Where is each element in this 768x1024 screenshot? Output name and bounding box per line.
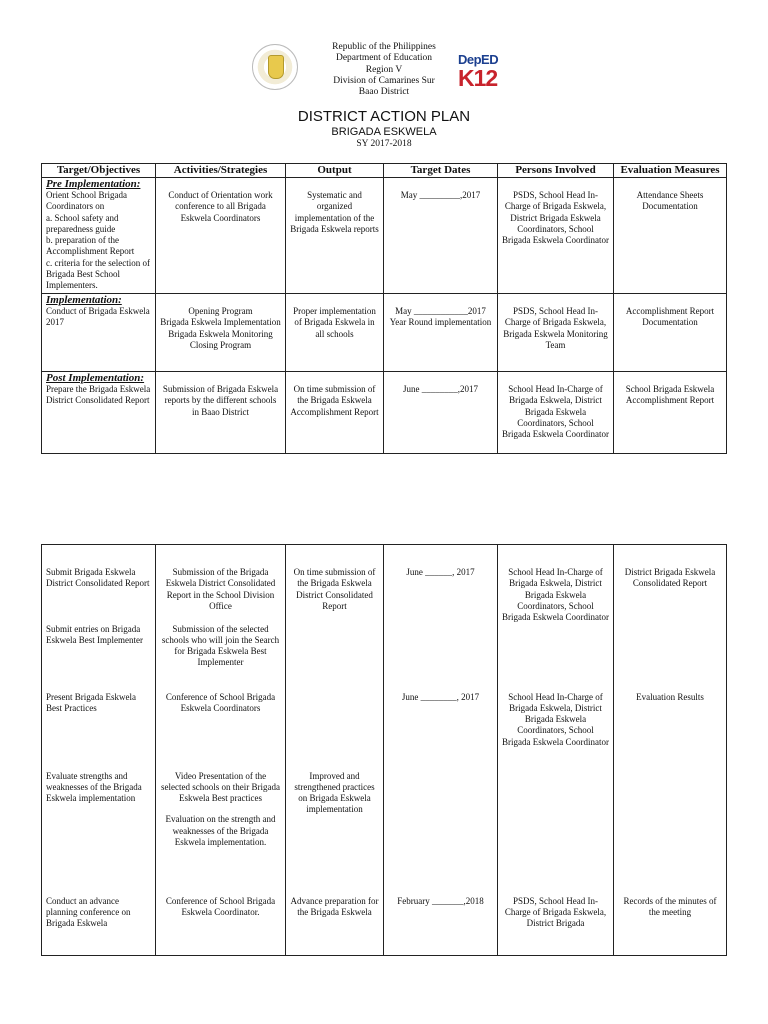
dates-cell: June ________,2017 — [384, 372, 498, 454]
activities-cell: Submission of the selected schools who will join the Search for Brigada Eskwela Best Implementer — [156, 624, 286, 692]
output-cell: Advance preparation for the Brigada Eskwela — [286, 896, 384, 956]
output-cell — [286, 692, 384, 771]
column-header: Target/Objectives — [42, 164, 156, 178]
output-cell: Improved and strengthened practices on Brigada Eskwela implementation — [286, 771, 384, 896]
column-header: Evaluation Measures — [614, 164, 727, 178]
target-text: Orient School Brigada Coordinators on a. School safety and preparedness guide b. preparation of the Accomplishment Report c. criteria for the selection of Brigada Best School Implementers. — [46, 190, 150, 291]
table-row — [42, 372, 727, 454]
output-cell — [286, 624, 384, 692]
activities-cell: Conference of School Brigada Eskwela Coordinators — [156, 692, 286, 771]
letterhead-line: Department of Education — [335, 53, 433, 64]
table-row — [42, 294, 727, 372]
table-row — [42, 896, 727, 956]
persons-cell: PSDS, School Head In-Charge of Brigada Eskwela, Brigada Eskwela Monitoring Team — [498, 294, 614, 372]
persons-cell: School Head In-Charge of Brigada Eskwela, District Brigada Eskwela Coordinators, School Brigada Eskwela Coordinator — [498, 545, 614, 624]
activities-cell: Conference of School Brigada Eskwela Coordinator. — [156, 896, 286, 956]
dates-cell: May ____________2017 Year Round implementation — [384, 294, 498, 372]
persons-cell: PSDS, School Head In-Charge of Brigada Eskwela, District Brigada Eskwela Coordinators, School Brigada Eskwela Coordinator — [498, 178, 614, 294]
persons-cell: School Head In-Charge of Brigada Eskwela, District Brigada Eskwela Coordinators, School Brigada Eskwela Coordinator — [498, 692, 614, 771]
evaluation-cell — [614, 771, 727, 896]
target-cell — [42, 372, 156, 454]
table-row — [42, 545, 727, 624]
table-header-row — [42, 164, 727, 178]
activities-cell: Submission of the Brigada Eskwela District Consolidated Report in the School Division Office — [156, 545, 286, 624]
column-header: Persons Involved — [498, 164, 614, 178]
persons-cell — [498, 771, 614, 896]
dates-cell: June ________, 2017 — [384, 692, 498, 771]
table-row — [42, 178, 727, 294]
activities-cell: Submission of Brigada Eskwela reports by the different schools in Baao District — [156, 372, 286, 454]
target-cell: Submit entries on Brigada Eskwela Best Implementer — [42, 624, 156, 692]
target-cell — [42, 294, 156, 372]
dates-cell: May _________,2017 — [384, 178, 498, 294]
evaluation-cell: Attendance Sheets Documentation — [614, 178, 727, 294]
target-text: Conduct of Brigada Eskwela 2017 — [46, 306, 150, 328]
evaluation-cell: Evaluation Results — [614, 692, 727, 771]
column-header: Target Dates — [384, 164, 498, 178]
phase-label: Pre Implementation: — [46, 178, 141, 190]
target-cell: Submit Brigada Eskwela District Consolidated Report — [42, 545, 156, 624]
table-row — [42, 771, 727, 896]
target-cell: Conduct an advance planning conference on Brigada Eskwela — [42, 896, 156, 956]
output-cell: Proper implementation of Brigada Eskwela in all schools — [286, 294, 384, 372]
evaluation-cell — [614, 624, 727, 692]
page-subtitle: BRIGADA ESKWELA — [331, 126, 437, 138]
logo-k12-text: K12 — [458, 65, 498, 91]
school-year: SY 2017-2018 — [356, 139, 412, 149]
dates-cell — [384, 624, 498, 692]
persons-cell: PSDS, School Head In-Charge of Brigada Eskwela, District Brigada — [498, 896, 614, 956]
output-cell: On time submission of the Brigada Eskwela District Consolidated Report — [286, 545, 384, 624]
logo-deped-text: DepED — [458, 52, 499, 67]
persons-cell: School Head In-Charge of Brigada Eskwela, District Brigada Eskwela Coordinators, School Brigada Eskwela Coordinator — [498, 372, 614, 454]
target-cell — [42, 178, 156, 294]
activities-text-2: Evaluation on the strength and weaknesses of the Brigada Eskwela implementation. — [165, 814, 276, 847]
phase-label: Post Implementation: — [46, 372, 145, 384]
phase-label: Implementation: — [46, 294, 122, 306]
dates-cell — [384, 771, 498, 896]
output-cell: Systematic and organized implementation of the Brigada Eskwela reports — [286, 178, 384, 294]
activities-cell — [156, 771, 286, 896]
letterhead-line: Baao District — [358, 87, 410, 98]
target-text: Prepare the Brigada Eskwela District Consolidated Report — [46, 384, 151, 406]
deped-k12-logo — [458, 52, 508, 94]
evaluation-cell: Accomplishment Report Documentation — [614, 294, 727, 372]
dates-cell: June ______, 2017 — [384, 545, 498, 624]
action-plan-table-continued — [41, 544, 727, 956]
activities-cell: Conduct of Orientation work conference to all Brigada Eskwela Coordinators — [156, 178, 286, 294]
output-cell: On time submission of the Brigada Eskwela Accomplishment Report — [286, 372, 384, 454]
letterhead-line: Republic of the Philippines — [332, 42, 436, 52]
column-header: Output — [286, 164, 384, 178]
target-cell: Present Brigada Eskwela Best Practices — [42, 692, 156, 771]
evaluation-cell: School Brigada Eskwela Accomplishment Report — [614, 372, 727, 454]
persons-cell — [498, 624, 614, 692]
activities-text: Video Presentation of the selected schools on their Brigada Eskwela Best practices — [161, 770, 280, 804]
action-plan-table — [41, 163, 727, 454]
column-header: Activities/Strategies — [156, 164, 286, 178]
target-cell: Evaluate strengths and weaknesses of the Brigada Eskwela implementation — [42, 771, 156, 896]
table-row — [42, 692, 727, 771]
letterhead — [300, 42, 468, 98]
page-title: DISTRICT ACTION PLAN — [297, 108, 471, 125]
table-row — [42, 624, 727, 692]
letterhead-line: Region V — [365, 64, 403, 75]
deped-seal-icon — [252, 44, 298, 90]
dates-cell: February _______,2018 — [384, 896, 498, 956]
letterhead-line: Division of Camarines Sur — [333, 75, 435, 86]
activities-cell: Opening Program Brigada Eskwela Implementation Brigada Eskwela Monitoring Closing Program — [156, 294, 286, 372]
evaluation-cell: District Brigada Eskwela Consolidated Report — [614, 545, 727, 624]
evaluation-cell: Records of the minutes of the meeting — [614, 896, 727, 956]
